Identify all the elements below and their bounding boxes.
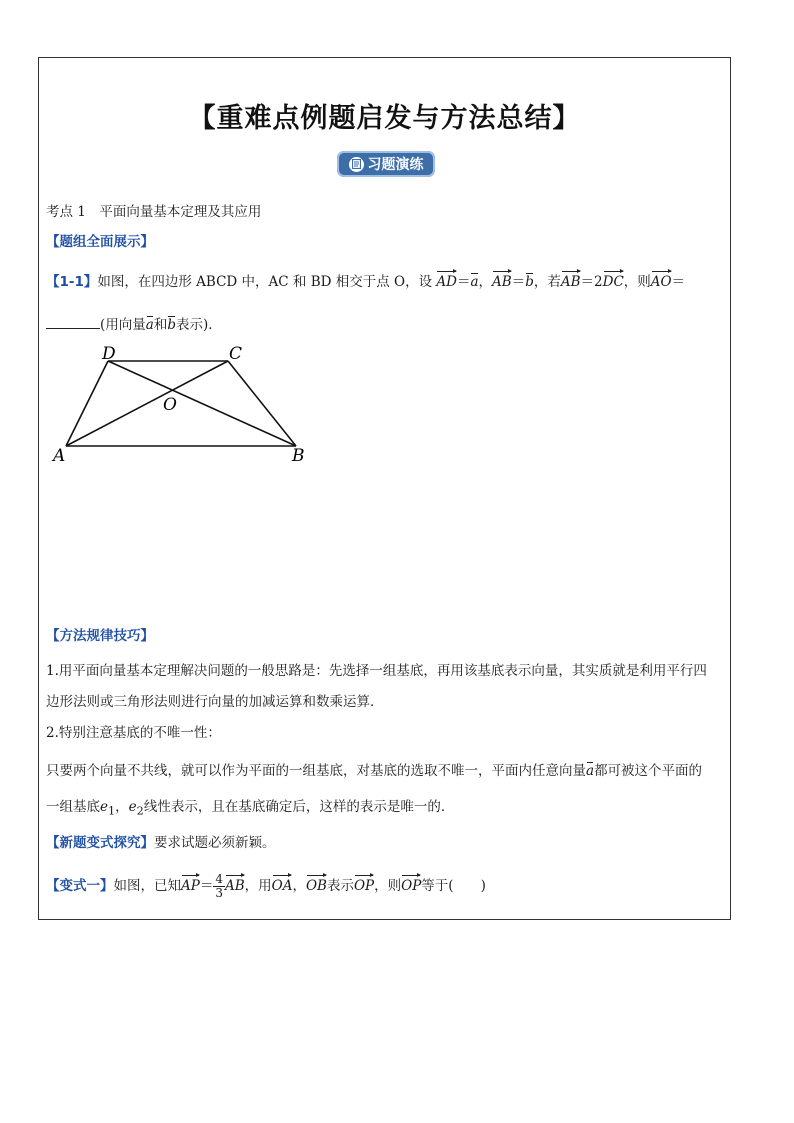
vector-dc: DC <box>602 274 624 290</box>
section-heading-problems <box>46 230 154 250</box>
problem-text: 如图，在四边形 ABCD 中，AC 和 BD 相交于点 O，设 <box>97 274 433 290</box>
method-para-1a: 1.用平面向量基本定理解决问题的一般思路是：先选择一组基底，再用该基底表示向量，其实质就是利用平行四 <box>46 663 707 679</box>
vector-ob: OB <box>305 878 327 894</box>
symbol-a: a <box>145 317 154 333</box>
answer-blank <box>46 328 100 329</box>
problems-heading: 【题组全面展示】 <box>46 234 154 250</box>
variant-text: ，则 <box>374 878 402 894</box>
denominator: 3 <box>215 886 223 900</box>
method-para-2: 2.特别注意基底的不唯一性： <box>46 725 221 741</box>
eq-sign: ＝ <box>511 274 526 290</box>
symbol-a: a <box>586 763 595 779</box>
method-text: 只要两个向量不共线，就可以作为平面的一组基底，对基底的选取不唯一，平面内任意向量 <box>46 763 586 779</box>
text-if: ，若 <box>533 274 561 290</box>
variant-text: 表示 <box>326 878 354 894</box>
variant-heading: 【新题变式探究】 <box>46 835 154 851</box>
method-para-1b: 边形法则或三角形法则进行向量的加减运算和数乘运算． <box>46 694 384 710</box>
vector-op: OP <box>353 878 375 894</box>
document-icon <box>349 157 364 172</box>
label-d: D <box>102 344 116 364</box>
edge-cb <box>228 361 296 446</box>
eq-sign: ＝ <box>456 274 471 290</box>
topic-line: 考点 1 平面向量基本定理及其应用 <box>46 204 262 220</box>
text-then: ，则 <box>623 274 651 290</box>
variant-problem <box>46 873 486 900</box>
fraction <box>213 873 225 900</box>
vector-ao: AO <box>650 274 672 290</box>
vector-op: OP <box>401 878 422 894</box>
quadrilateral-figure <box>51 343 321 468</box>
hint-end: 表示)． <box>176 317 222 333</box>
vector-oa: OA <box>271 878 293 894</box>
vector-ap: AP <box>181 878 200 894</box>
variant-note: 要求试题必须新颖。 <box>154 835 276 851</box>
symbol-b: b <box>167 317 176 333</box>
label-b: B <box>292 446 305 466</box>
hint-text: (用向量 <box>100 317 146 333</box>
numerator: 4 <box>215 872 223 886</box>
variant-text: 等于( ) <box>421 878 486 894</box>
basis-e2: e <box>128 799 137 815</box>
label-a: A <box>53 446 66 466</box>
problem-tag: 【1-1】 <box>46 274 98 290</box>
basis-e1: e <box>100 799 108 815</box>
vector-ab: AB <box>560 274 581 290</box>
page-title: 【重难点例题启发与方法总结】 <box>188 103 581 134</box>
vector-ad: AD <box>436 274 457 290</box>
variant-text: ，用 <box>244 878 272 894</box>
method-heading: 【方法规律技巧】 <box>46 628 154 644</box>
label-o: O <box>163 395 177 415</box>
variant-text: 如图，已知 <box>113 878 181 894</box>
section-heading-method <box>46 624 154 644</box>
problem-line-2 <box>46 313 222 333</box>
exercise-badge <box>337 151 435 177</box>
eq-sign: ＝ <box>199 878 214 894</box>
separator: ， <box>292 878 306 894</box>
badge-label: 习题演练 <box>367 157 424 173</box>
symbol-b: b <box>525 274 534 290</box>
problem-line-1 <box>46 270 685 290</box>
basis-e1-sub: 1 <box>108 804 116 818</box>
comma: ， <box>478 274 493 290</box>
method-para-4 <box>46 795 454 818</box>
vector-ab: AB <box>492 274 512 290</box>
page-frame <box>38 57 731 920</box>
method-text: 都可被这个平面的 <box>594 763 703 779</box>
method-para-3 <box>46 759 702 779</box>
vector-ab: AB <box>224 878 245 894</box>
hint-and: 和 <box>153 317 168 333</box>
variant-tag: 【变式一】 <box>46 878 114 894</box>
edge-da <box>66 361 108 446</box>
eq-two: ＝2 <box>580 274 603 290</box>
section-heading-variant <box>46 831 276 851</box>
eq-sign: ＝ <box>671 274 686 290</box>
basis-e2-sub: 2 <box>136 804 144 818</box>
method-text: 一组基底 <box>46 799 100 815</box>
symbol-a: a <box>470 274 479 290</box>
label-c: C <box>229 344 243 364</box>
separator: ， <box>115 799 129 815</box>
method-text: 线性表示，且在基底确定后，这样的表示是唯一的． <box>143 799 455 815</box>
